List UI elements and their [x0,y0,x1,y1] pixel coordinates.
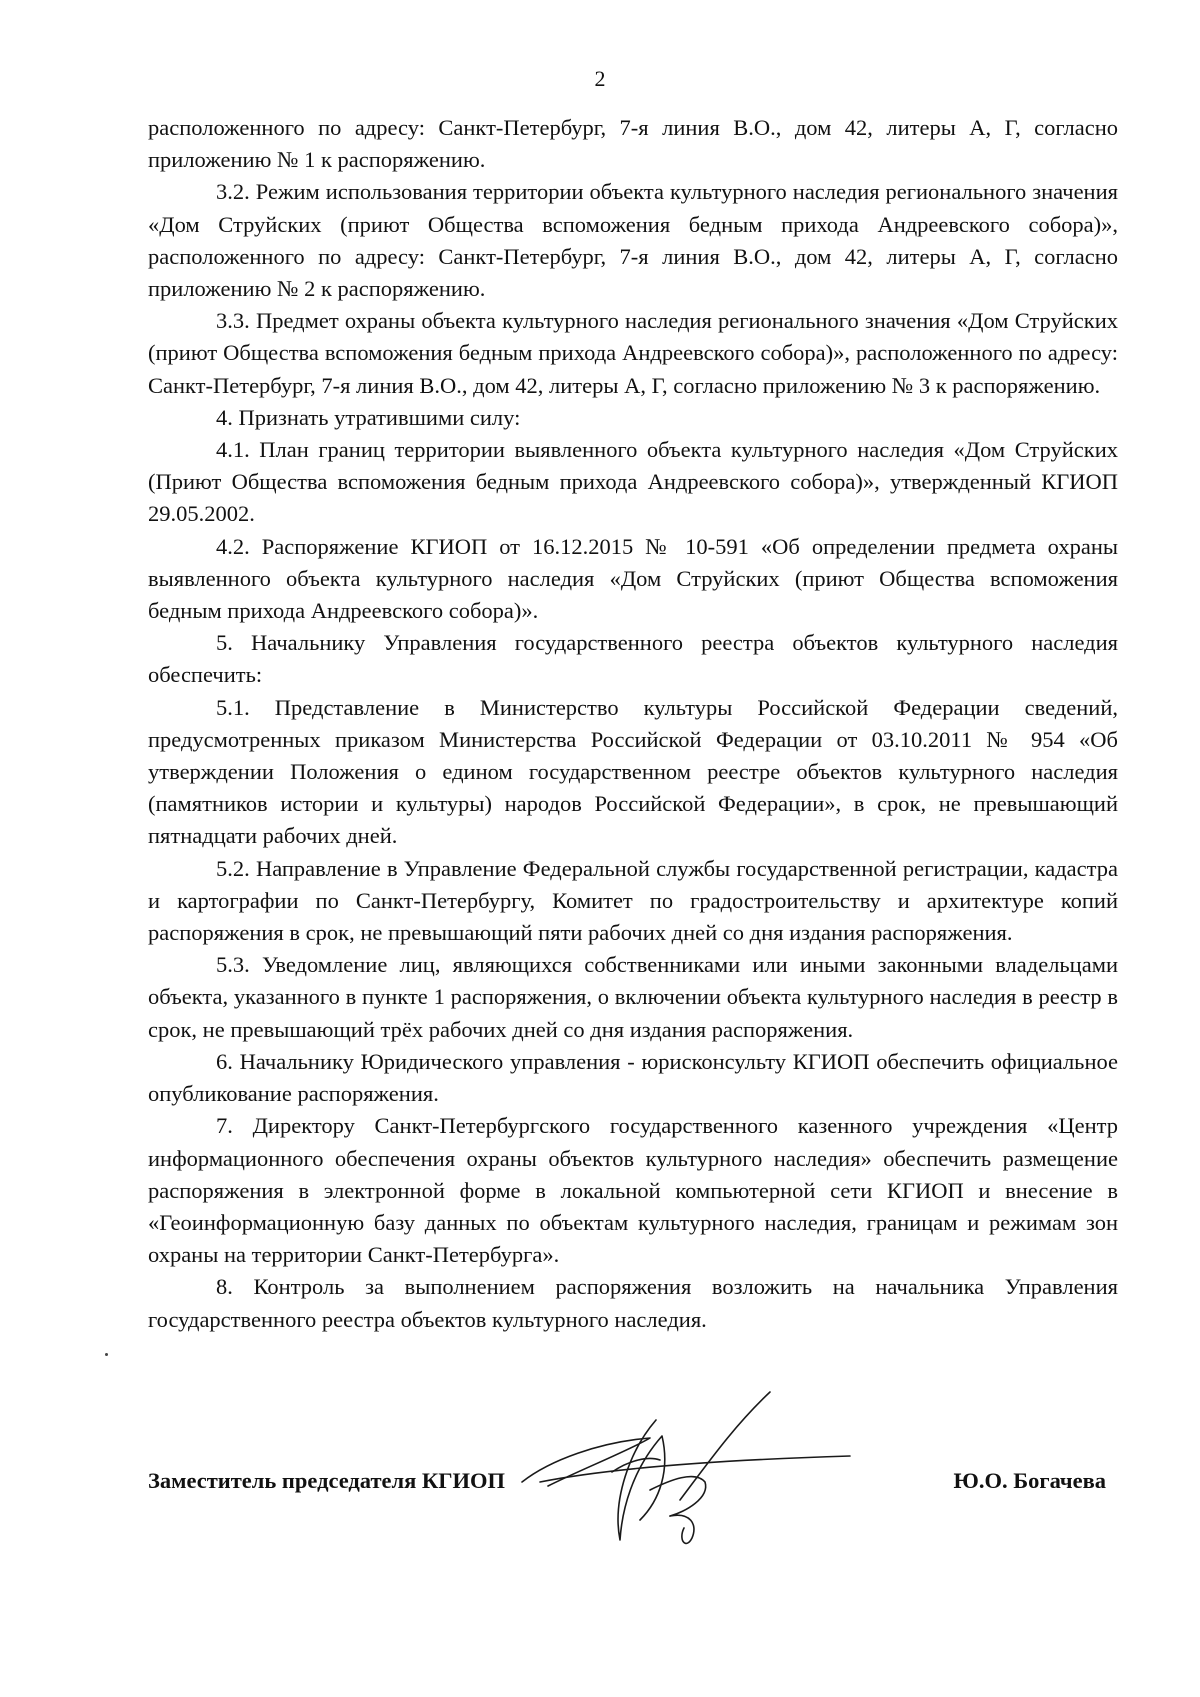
paragraph-8: 8. Контроль за выполнением распоряжения возложить на начальника Управления государственного реестра объектов культурного наследия. [148,1274,1118,1332]
paragraph-5-1: 5.1. Представление в Министерство культуры Российской Федерации сведений, предусмотренных приказом Министерства Российской Федерации от 03.10.2011 № 954 «Об утверждении Положения о едином государственном реестре объектов культурного наследия (памятников истории и культуры) народов Российской Федерации», в срок, не превышающий пятнадцати рабочих дней. [148,694,1118,849]
signer-title: Заместитель председателя КГИОП [148,1468,506,1493]
handwritten-signature-icon [520,1390,860,1560]
paragraph-4: 4. Признать утратившими силу: [216,404,521,430]
paragraph-3-2: 3.2. Режим использования территории объекта культурного наследия регионального значения «Дом Струйских (приют Общества вспоможения бедным прихода Андреевского собора)», расположенного по адресу: Санкт-Петербург, 7-я линия В.О., дом 42, литеры А, Г, согласно приложению № 2 к распоряжению. [148,179,1118,302]
document-body [148,112,1118,1336]
paragraph-continuation: расположенного по адресу: Санкт-Петербург, 7-я линия В.О., дом 42, литеры А, Г, согласно приложению № 1 к распоряжению. [148,115,1118,173]
paragraph-5-2: 5.2. Направление в Управление Федеральной службы государственной регистрации, кадастра и картографии по Санкт-Петербургу, Комитет по градостроительству и архитектуре копий распоряжения в срок, не превышающий пяти рабочих дней со дня издания распоряжения. [148,855,1118,946]
paragraph-4-2: 4.2. Распоряжение КГИОП от 16.12.2015 № 10-591 «Об определении предмета охраны выявленного объекта культурного наследия «Дом Струйских (приют Общества вспоможения бедным прихода Андреевского собора)». [148,533,1118,624]
scan-speck [105,1353,108,1356]
paragraph-7: 7. Директору Санкт-Петербургского государственного казенного учреждения «Центр информационного обеспечения охраны объектов культурного наследия» обеспечить размещение распоряжения в электронной форме в локальной компьютерной сети КГИОП и внесение в «Геоинформационную базу данных по объектам культурного наследия, границам и режимам зон охраны на территории Санкт-Петербурга». [148,1113,1118,1268]
paragraph-4-1: 4.1. План границ территории выявленного объекта культурного наследия «Дом Струйских (Приют Общества вспоможения бедным прихода Андреевского собора)», утвержденный КГИОП 29.05.2002. [148,437,1118,527]
paragraph-5-3: 5.3. Уведомление лиц, являющихся собственниками или иными законными владельцами объекта, указанного в пункте 1 распоряжения, о включении объекта культурного наследия в реестр в срок, не превышающий трёх рабочих дней со дня издания распоряжения. [148,952,1118,1042]
paragraph-3-3: 3.3. Предмет охраны объекта культурного наследия регионального значения «Дом Струйских (приют Общества вспоможения бедным прихода Андреевского собора)», расположенного по адресу: Санкт-Петербург, 7-я линия В.О., дом 42, литеры А, Г, согласно приложению № 3 к распоряжению. [148,308,1118,398]
signer-name: Ю.О. Богачева [953,1468,1106,1493]
paragraph-6: 6. Начальнику Юридического управления - юрисконсульту КГИОП обеспечить официальное опубликование распоряжения. [148,1048,1118,1107]
page-number: 2 [594,66,606,91]
paragraph-5: 5. Начальнику Управления государственного реестра объектов культурного наследия обеспечить: [148,630,1118,688]
